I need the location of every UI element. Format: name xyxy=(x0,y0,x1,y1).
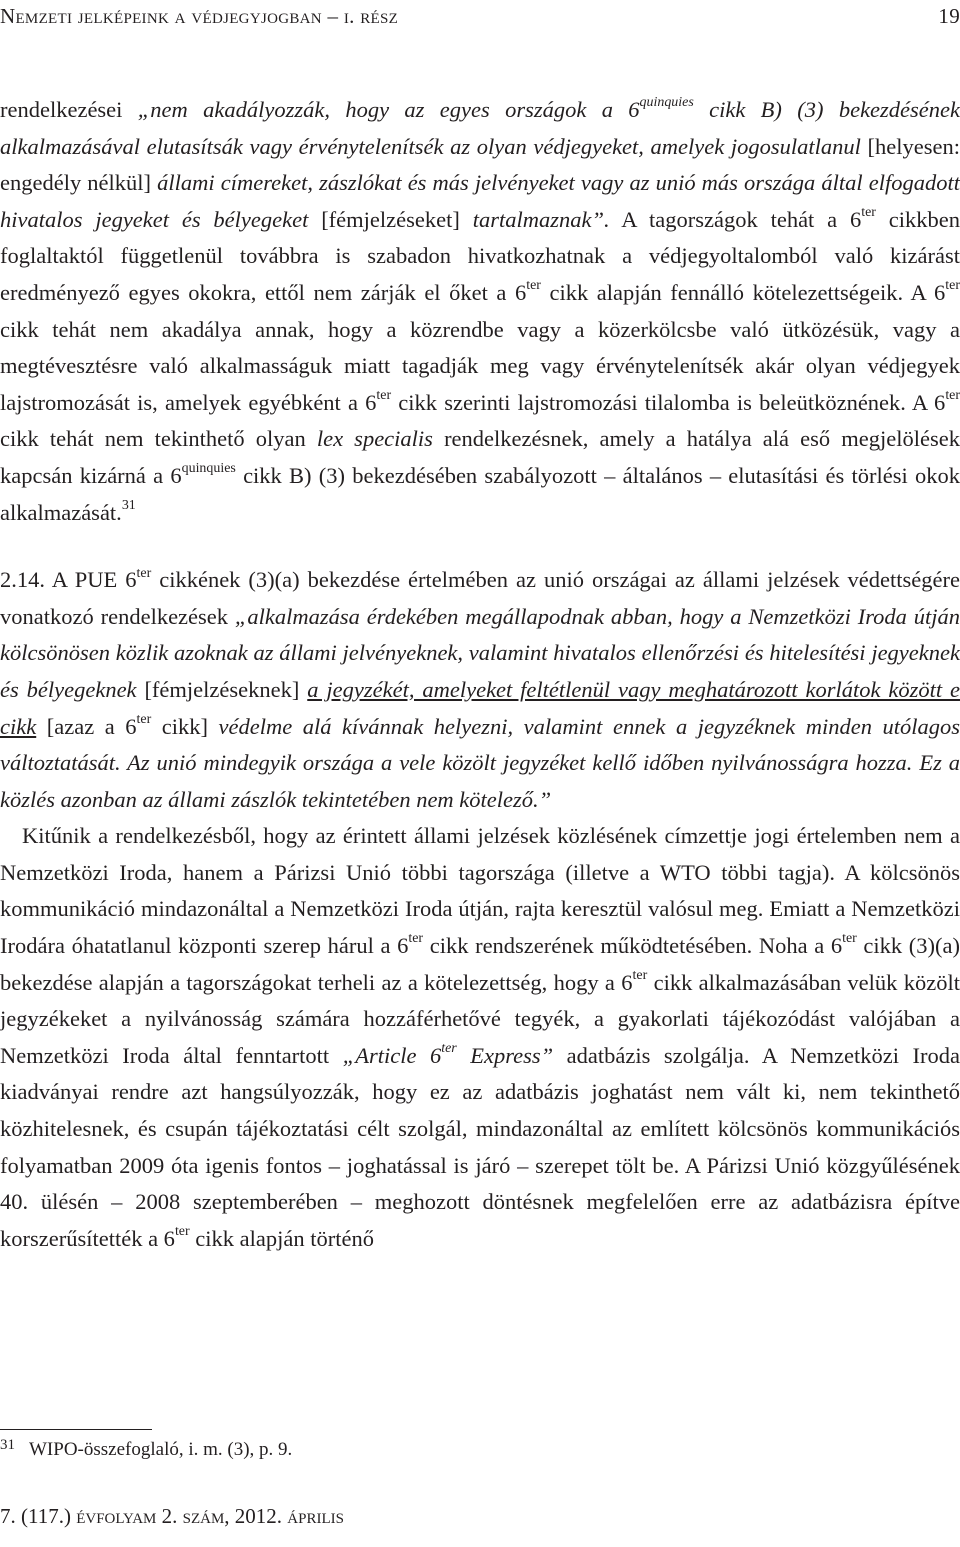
text-run: cikkben foglaltaktól függetlenül továbbra is szabadon hivatkozhatnak a védjegyoltalomból való kizárást eredményező egyes okokra, ettől nem zárják el őket a 6 xyxy=(0,206,960,305)
footnote-number: 31 xyxy=(0,1437,15,1453)
text-run: [helyesen: engedély nélkül] xyxy=(0,133,960,196)
text-run: cikk] xyxy=(151,713,219,739)
quote-run: Express” xyxy=(456,1042,554,1068)
text-run: [azaz a 6 xyxy=(36,713,137,739)
quote-run: tartalmaznak”. xyxy=(472,206,610,232)
article-superscript: ter xyxy=(842,931,857,947)
text-run: 2.14. A PUE 6 xyxy=(0,567,137,593)
text-run: cikk tehát nem akadálya annak, hogy a közrendbe vagy a közerkölcsbe való ütközésük, vagy a megtévesztésre való alkalmasságuk miatt tagadják meg vagy érvénytelenítsék akár olyan védjegyek lajstromozását is, amelyek egyébként a 6 xyxy=(0,316,960,415)
text-run: cikk B) (3) bekezdésében szabályozott – általános – elutasítási és törlési okok alkalmazását. xyxy=(0,462,960,525)
text-run: cikk alkalmazásában velük közölt jegyzékeket a nyilvánosság számára hozzáférhetővé tegyék, a gyakorlati tájékozódást valójában a Nemzetközi Iroda által fenntartott xyxy=(0,969,960,1068)
article-superscript: ter xyxy=(632,968,648,984)
article-superscript: ter xyxy=(945,278,960,294)
paragraph-3 xyxy=(0,818,960,1257)
article-superscript: ter xyxy=(136,565,152,581)
text-run: [fémjelzéseket] xyxy=(308,206,473,232)
footnote-ref[interactable]: 31 xyxy=(121,497,136,513)
article-superscript: ter xyxy=(526,278,541,294)
text-run: cikkének (3)(a) bekezdése értelmében az unió országai az állami jelzések védettségére vonatkozó rendelkezések xyxy=(0,567,960,629)
text-run: cikk tehát nem tekinthető olyan xyxy=(0,426,317,452)
body-text xyxy=(0,92,960,1257)
article-superscript: ter xyxy=(376,388,392,404)
article-superscript: quinquies xyxy=(181,461,236,477)
text-run: A tagországok tehát a 6 xyxy=(609,206,862,232)
article-superscript: ter xyxy=(136,711,152,727)
paragraph-2 xyxy=(0,562,960,818)
footnote-text: WIPO-összefoglaló, i. m. (3), p. 9. xyxy=(29,1439,293,1460)
quote-run: „nem akadályozzák, hogy az egyes országok a 6 xyxy=(137,97,640,122)
text-run: [fémjelzéseknek] xyxy=(136,676,308,702)
article-superscript: quinquies xyxy=(639,95,694,111)
article-superscript: ter xyxy=(945,388,960,404)
text-run: adatbázis szolgálja. A Nemzetközi Iroda kiadványai rendre azt hangsúlyozzák, hogy ez az adatbázis joghatást nem vált ki, nem tekinthető közhitelesnek, és csupán tájékoztatási célt szolgál, mindazonáltal az említett kölcsönös kommunikációs folyamatban 2009 óta igenis fontos – joghatással is járó – szerepet tölt be. A Párizsi Unió közgyűlésének 40. ülésén – 2008 szeptemberében – meghozott döntésnek megfelelően erre az adatbázisra építve korszerűsítették a 6 xyxy=(0,1042,960,1251)
quote-run: védelme alá kívánnak helyezni, valamint ennek a jegyzéknek minden utólagos változtatását. Az unió mindegyik országa a vele közölt jegyzéket kellő időben nyilvánosságra hozza. Ez a közlés azonban az állami zászlók tekintetében nem kötelező.” xyxy=(0,713,960,812)
text-run: rendelkezései xyxy=(0,97,138,122)
article-superscript: ter xyxy=(408,931,424,947)
text-run: Kitűnik a rendelkezésből, hogy az érintett állami jelzések közlésének címzettje jogi értelemben nem a Nemzetközi Iroda, hanem a Párizsi Unió többi tagországa (illetve a WTO többi tagja). A kölcsönös kommunikáció mindazonáltal a Nemzetközi Iroda útján, rajta keresztül valósul meg. Emiatt a Nemzetközi Irodára óhatatlanul központi szerep hárul a 6 xyxy=(0,823,960,959)
quote-run: „Article 6 xyxy=(342,1042,442,1068)
paragraph-1 xyxy=(0,92,960,531)
text-run: cikk szerinti lajstromozási tilalomba is beleütköznének. A 6 xyxy=(391,389,946,415)
article-superscript: ter xyxy=(441,1041,457,1057)
article-superscript: ter xyxy=(174,1224,190,1240)
running-header xyxy=(0,4,960,34)
article-superscript: ter xyxy=(861,205,876,221)
text-run: rendelkezésnek, amely a hatálya alá eső megjelölések kapcsán kizárná a 6 xyxy=(0,426,960,488)
text-run: cikk alapján történő xyxy=(189,1225,374,1251)
underlined-quote-run: a jegyzékét, amelyeket feltétlenül vagy meghatározott korlátok között e cikk xyxy=(0,676,960,739)
quote-run: cikk B) (3) bekezdésének alkalmazásával elutasítsák vagy érvénytelenítsék az olyan védjegyeket, amelyek jogosulatlanul xyxy=(0,97,960,159)
quote-run: „alkalmazása érdekében megállapodnak abban, hogy a Nemzetközi Iroda útján kölcsönösen közlik azoknak az állami jelvényeknek, valamint hivatalos ellenőrzési és hitelesítési jegyeknek és bélyegeknek xyxy=(0,603,960,702)
footnote-divider xyxy=(0,1429,152,1430)
text-run: cikk alapján fennálló kötelezettségeik. A 6 xyxy=(540,279,946,305)
running-title: Nemzeti jelképeink a védjegyjogban – i. rész xyxy=(0,4,399,28)
text-run: cikk rendszerének működtetésében. Noha a 6 xyxy=(423,933,843,959)
footnote xyxy=(0,1436,292,1465)
text-run: cikk (3)(a) bekezdése alapján a tagországokat terheli az a kötelezettség, hogy a 6 xyxy=(0,933,960,995)
page-number: 19 xyxy=(938,4,960,28)
italic-term: lex specialis xyxy=(316,426,433,452)
quote-run: állami címereket, zászlókat és más jelvényeket vagy az unió más országa által elfogadott hivatalos jegyeket és bélyegeket xyxy=(0,170,960,232)
running-footer: 7. (117.) évfolyam 2. szám, 2012. április xyxy=(0,1504,344,1528)
